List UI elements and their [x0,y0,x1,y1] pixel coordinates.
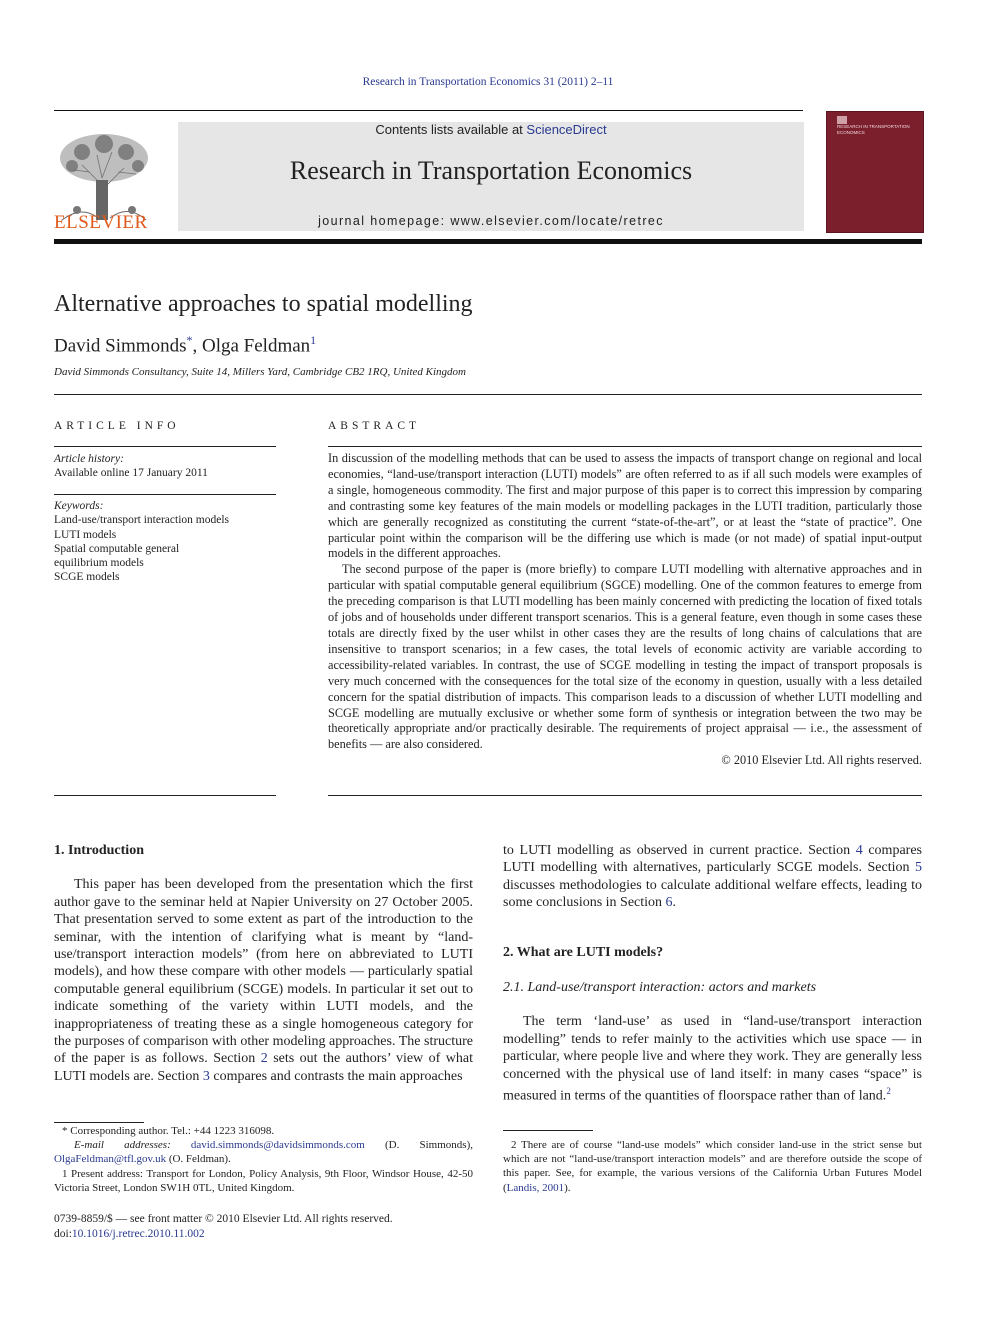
doi-link[interactable]: 10.1016/j.retrec.2010.11.002 [71,1228,205,1240]
body-left-column [54,842,473,1085]
footnote-mark-1[interactable]: 1 [310,333,317,347]
section-6-link[interactable]: 6 [665,895,673,911]
issn-line: 0739-8859/$ — see front matter © 2010 Elsevier Ltd. All rights reserved. [54,1213,393,1225]
abstract-paragraph: In discussion of the modelling methods that can be used to assess the impacts of transport change on regional and local economies, “land-use/transport interaction (LUTI) models” are often referred to as if all such models were examples of a single, homogeneous commodity. The first and major purpose of this paper is to correct this impression by comparing and contrasting some key features of the main models or modelling packages in the LUTI tradition, particularly those which are generally recognized as constituting the current “state-of-the-art”, or at least the “state of practice”. One particular point within the comparison will be the differing use which is made (or not made) of spatial input-output models in the different approaches. [328,451,922,561]
journal-homepage[interactable]: journal homepage: www.elsevier.com/locate/retrec [318,214,664,228]
intro-paragraph-cont: to LUTI modelling as observed in current practice. Section 4 compares LUTI modelling with alternatives, particularly SCGE models. Section 5 discusses methodologies to calculate additional welfare effects, leading to some conclusions in Section 6. [503,843,922,911]
keywords-rule [54,494,276,495]
footnote-corresponding: * Corresponding author. Tel.: +44 1223 316098. [62,1125,275,1137]
article-footer [54,1212,393,1242]
keyword: Land-use/transport interaction models [54,514,230,527]
footnote-emails: E-mail addresses: david.simmonds@davidsimmonds.com (D. Simmonds), OlgaFeldman@tfl.gov.uk (O. Feldman). [54,1139,473,1166]
section-1-heading: 1. Introduction [54,843,144,858]
footnote-2: 2 There are of course “land-use models” which consider land-use in the strict sense but which are not “land-use/transport interaction models” and are therefore outside the scope of this paper. See, for example, the various versions of the California Urban Futures Model (Landis, 2001). [503,1139,922,1194]
intro-text-cont: compares and contrasts the main approaches [209,1068,463,1084]
affiliation: David Simmonds Consultancy, Suite 14, Millers Yard, Cambridge CB2 1RQ, United Kingdom [54,366,466,378]
article-title: Alternative approaches to spatial modelling [54,291,473,317]
intro-paragraph: This paper has been developed from the presentation which the first author gave to the seminar held at Napier University on 27 October 2005. That presentation served to some extent as part of the introduction to the seminar, with the intention of clarifying what is meant by “land-use/transport interaction models” (from here on abbreviated to LUTI models), and how these compare with other models — particularly spatial computable general equilibrium (SCGE) models. In particular it set out to indicate something of the variety within LUTI models, and the inappropriateness of treating these as a single homogeneous category for the purposes of comparison with other modeling approaches. The structure of the paper is as follows. Section 2 sets out the authors’ view of what LUTI models are. Section 3 compares and contrasts the main approaches [54,877,473,1084]
intro-text-cont: to LUTI modelling as observed in current practice. Section [503,843,856,858]
journal-banner [178,122,804,231]
divider [54,394,922,395]
email-feldman-link[interactable]: OlgaFeldman@tfl.gov.uk [54,1153,167,1166]
footnote-rule [54,1122,144,1123]
section-3-link[interactable]: 3 [202,1068,210,1084]
keyword: equilibrium models [54,557,144,570]
keywords: Keywords: Land-use/transport interaction models LUTI models Spatial computable general equilibrium models SCGE models [54,500,230,584]
section-2-1-heading: 2.1. Land-use/transport interaction: actors and markets [503,980,817,996]
body-right-column [503,842,922,1105]
abstract-paragraph: The second purpose of the paper is (more briefly) to compare LUTI modelling with alternative approaches and in particular with spatial computable general equilibrium (SGCE) modelling. One of the common features to emerge from the preceding comparison is that LUTI modelling has been mainly concerned with predicting the location of fixed totals of jobs and of households under different transport scenarios. This is a general feature, even though in some cases these totals are directly fixed by the user whilst in other cases they are the results of long chains of calculations that are insensitive to transport scenarios; in a few cases, the total levels of economic activity are variable according to accessibility-related variables. In contrast, the use of SCGE modelling in testing the impact of transport proposals is very much concerned with the consequences for the total size of the economy in question, usually with a less detailed concern for the spatial distribution of impacts. This comparison leads to a discussion of whether LUTI modelling and SCGE modelling are mutually exclusive or whether some form of synthesis or integration between the two may be theoretically appropriate and/or practically desirable. The requirements of project appraisal — i.e., the assessment of benefits — are also considered. [328,562,922,752]
elsevier-wordmark[interactable]: ELSEVIER [54,212,148,233]
section-4-link[interactable]: 4 [855,843,863,858]
footnote-mark-2[interactable]: 2 [886,1086,891,1097]
article-info-heading: ARTICLE INFO [54,420,180,432]
section-2-1-paragraph: The term ‘land-use’ as used in “land-use/transport interaction modelling” tends to refer mainly to the activities which use space — in particular, where people live and where they work. They are generally less concerned with the physical use of land itself: in many cases “space” is measured in terms of the quantities of floorspace rather than of land.$^2$ [503,1014,922,1104]
section-5-link[interactable]: 5 [915,860,922,876]
journal-title: Research in Transportation Economics [289,156,693,185]
header-thick-rule [54,239,922,244]
info-rule [54,446,276,447]
sciencedirect-link[interactable]: ScienceDirect [526,122,607,137]
copyright: © 2010 Elsevier Ltd. All rights reserved. [721,753,922,768]
journal-citation[interactable]: Research in Transportation Economics 31 (2011) 2–11 [362,76,614,88]
footnote-rule [503,1130,593,1131]
keyword: Spatial computable general [54,542,180,555]
journal-cover-image [826,111,924,233]
author-simmonds[interactable]: David Simmonds [54,335,187,357]
section-2-heading: 2. What are LUTI models? [503,944,664,960]
abstract-text [328,451,922,769]
cover-logo-icon [837,116,847,124]
author-list: David Simmonds*, Olga Feldman$^1$ [54,333,317,357]
doi-line: doi:10.1016/j.retrec.2010.11.002 [54,1228,205,1240]
landis-reference-link[interactable]: Landis, 2001 [506,1181,565,1194]
author-feldman[interactable]: Olga Feldman [201,335,311,357]
cover-title: RESEARCH IN TRANSPORTATION ECONOMICS [837,124,910,135]
divider [54,795,276,796]
abstract-rule [328,446,922,447]
keyword: SCGE models [54,571,120,584]
corresponding-mark[interactable]: * [186,333,193,347]
footnotes-left [54,1124,473,1195]
email-simmonds-link[interactable]: david.simmonds@davidsimmonds.com [190,1139,365,1152]
contents-line: Contents lists available at ScienceDirect [375,122,607,137]
keyword: LUTI models [54,528,117,541]
footnote-1: 1 Present address: Transport for London, Policy Analysis, 9th Floor, Windsor House, 42-50 Victoria Street, London SW1H 0TL, United Kingdom. [54,1167,473,1194]
header-rule [54,110,803,111]
section-2-link[interactable]: 2 [260,1051,268,1067]
footnotes-right [503,1138,922,1195]
article-history: Article history: Available online 17 January 2011 [54,453,208,480]
abstract-heading: ABSTRACT [328,420,421,432]
divider [328,795,922,796]
